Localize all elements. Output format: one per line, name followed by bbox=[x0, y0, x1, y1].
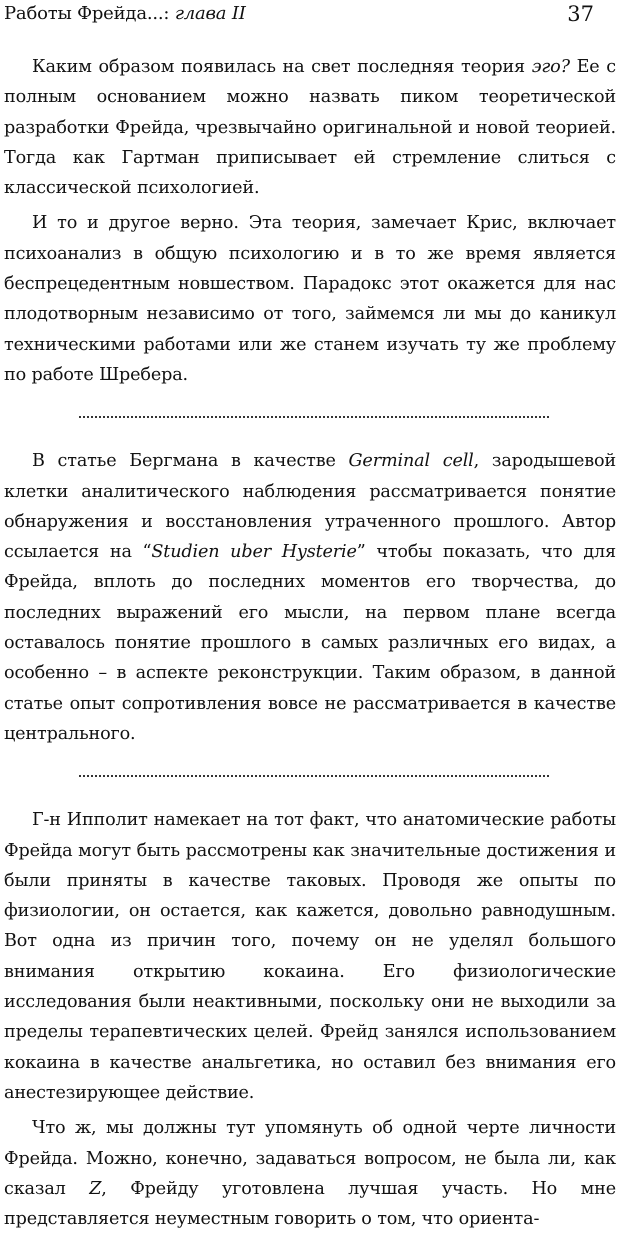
paragraph-hyppolite bbox=[4, 805, 616, 1108]
italic-title: Studien иber Hysterie bbox=[151, 542, 357, 563]
paragraph-text: В статье Бергмана в качестве bbox=[32, 451, 349, 472]
paragraph-text: Что ж, мы должны тут упомянуть об одной черте личности Фрейда. Можно, конечно, задаваться вопросом, не была ли, как сказал bbox=[4, 1118, 616, 1199]
running-head-separator: : bbox=[163, 3, 175, 24]
paragraph-text: , зародышевой клетки аналитического наблюдения рассматривается понятие обнаружения и восстановления утраченного прошлого. Автор ссылается на “ bbox=[4, 451, 616, 563]
chapter-label: глава II bbox=[174, 3, 246, 24]
dotted-separator bbox=[79, 775, 549, 779]
paragraph-bergman bbox=[4, 446, 616, 749]
paragraph-text: И то и другое верно. Эта теория, замечает Крис, включает психоанализ в общую психологию и в то же время является беспрецедентным новшеством. Парадокс этот окажется для нас плодотворным независимо от того, займемся ли мы до каникул техническими работами или же станем изучать ту же проблему по работе Шребера. bbox=[4, 213, 616, 385]
running-head bbox=[4, 3, 246, 25]
paragraph-text: , Фрейду уготовлена лучшая участь. Но мне представляется неуместным говорить о том, что ориента- bbox=[4, 1178, 616, 1230]
paragraph-text: Каким образом появилась на свет последняя теория bbox=[32, 57, 532, 77]
page-body bbox=[4, 52, 616, 1234]
page-number: 37 bbox=[567, 2, 594, 26]
paragraph-text: ” чтобы показать, что для Фрейда, вплоть до последних моментов его творчества, до последних выражений его мысли, на первом плане всегда оставалось понятие прошлого в самых различных его видах, а особенно – в аспекте реконструкции. Таким образом, в данной статье опыт сопротивления вовсе не рассматривается в качестве центрального. bbox=[4, 542, 616, 744]
italic-term: эго? bbox=[531, 57, 570, 77]
running-title: Работы Фрейда... bbox=[4, 3, 164, 24]
dotted-separator bbox=[79, 416, 549, 420]
paragraph-text: Ее с полным основанием можно назвать пиком теоретической разработки Фрейда, чрезвычайно оригинальной и новой теорией. Тогда как Гартман приписывает ей стремление слиться с классической психологией. bbox=[4, 57, 617, 199]
paragraph-kris bbox=[4, 208, 616, 390]
italic-term: Germinal cell bbox=[348, 451, 474, 472]
italic-term: Z bbox=[89, 1178, 102, 1199]
paragraph-ego-theory bbox=[4, 52, 616, 203]
paragraph-freud-personality bbox=[4, 1113, 616, 1234]
paragraph-text: Г-н Ипполит намекает на тот факт, что анатомические работы Фрейда могут быть рассмотрены как значительные достижения и были приняты в качестве таковых. Проводя же опыты по физиологии, он остается, как кажется, довольно равнодушным. Вот одна из причин того, почему он не уделял большого внимания открытию кокаина. Его физиологические исследования были неактивными, поскольку они не выходили за пределы терапевтических целей. Фрейд занялся использованием кокаина в качестве анальгетика, но оставил без внимания его анестезирующее действие. bbox=[4, 810, 616, 1103]
